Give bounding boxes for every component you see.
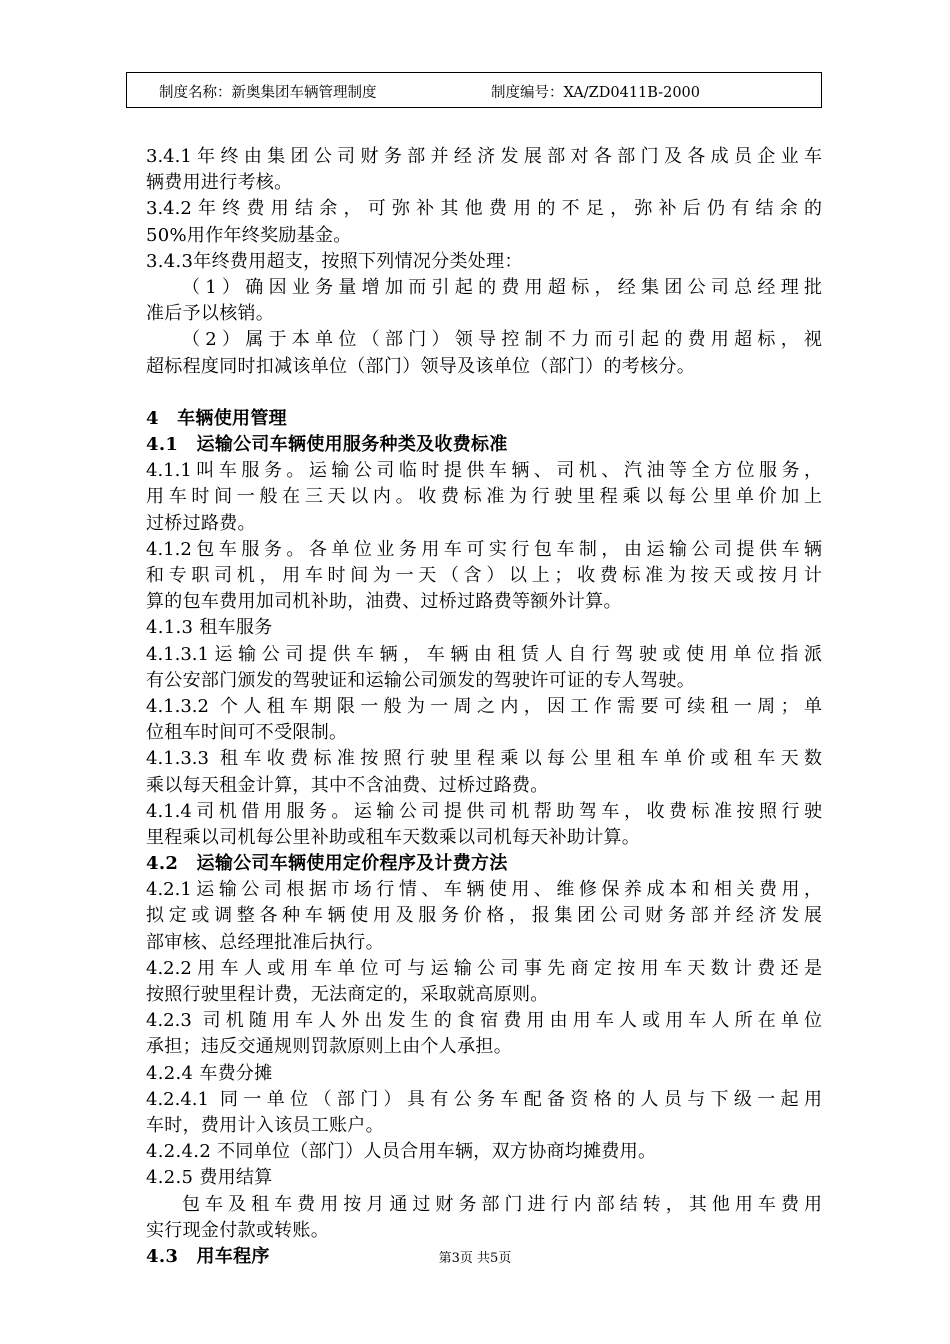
text-line: 4.1.3.1运输公司提供车辆，车辆由租赁人自行驾驶或使用单位指派 — [146, 643, 822, 665]
text-line: 4.2.1运输公司根据市场行情、车辆使用、维修保养成本和相关费用， — [146, 879, 822, 901]
text-line: 4.1.3 租车服务 — [146, 617, 273, 639]
text-line: （1）确因业务量增加而引起的费用超标，经集团公司总经理批 — [182, 276, 822, 298]
text-line: 4.2.3 司机随用车人外出发生的食宿费用由用车人或用车人所在单位 — [146, 1010, 822, 1032]
text-line: 准后予以核销。 — [146, 303, 275, 325]
text-line: 4.2.4 车费分摊 — [146, 1062, 273, 1084]
text-line: （2）属于本单位（部门）领导控制不力而引起的费用超标，视 — [182, 329, 822, 351]
text-line: 4.2.5 费用结算 — [146, 1167, 273, 1189]
text-line: 辆费用进行考核。 — [146, 172, 293, 194]
text-line: 拟定或调整各种车辆使用及服务价格，报集团公司财务部并经济发展 — [146, 905, 822, 927]
text-line: 有公安部门颁发的驾驶证和运输公司颁发的驾驶许可证的专人驾驶。 — [146, 669, 695, 691]
text-line: 承担；违反交通规则罚款原则上由个人承担。 — [146, 1036, 512, 1058]
section-heading: 4.3 用车程序 — [146, 1245, 270, 1267]
section-heading: 4.1 运输公司车辆使用服务种类及收费标准 — [146, 434, 508, 456]
text-line: 4.1.2包车服务。各单位业务用车可实行包车制，由运输公司提供车辆 — [146, 538, 822, 560]
text-line: 4.1.1叫车服务。运输公司临时提供车辆、司机、汽油等全方位服务， — [146, 460, 822, 482]
blank-line — [146, 380, 822, 406]
text-line: 4.1.4司机借用服务。运输公司提供司机帮助驾车，收费标准按照行驶 — [146, 800, 822, 822]
text-line: 超标程度同时扣减该单位（部门）领导及该单位（部门）的考核分。 — [146, 355, 695, 377]
text-line: 3.4.2年终费用结余，可弥补其他费用的不足，弥补后仍有结余的 — [146, 198, 822, 220]
text-line: 里程乘以司机每公里补助或租车天数乘以司机每天补助计算。 — [146, 826, 641, 848]
text-line: 算的包车费用加司机补助，油费、过桥过路费等额外计算。 — [146, 591, 622, 613]
text-line: 4.2.4.2 不同单位（部门）人员合用车辆，双方协商均摊费用。 — [146, 1141, 657, 1163]
text-line: 3.4.1年终由集团公司财务部并经济发展部对各部门及各成员企业车 — [146, 146, 822, 167]
text-line: 乘以每天租金计算，其中不含油费、过桥过路费。 — [146, 774, 549, 796]
document-body — [146, 144, 822, 1270]
page-number: 第3页 共5页 — [438, 1251, 512, 1266]
text-line: 过桥过路费。 — [146, 512, 256, 534]
text-line: 位租车时间可不受限制。 — [146, 722, 348, 744]
text-line: 4.2.2用车人或用车单位可与运输公司事先商定按用车天数计费还是 — [146, 957, 822, 979]
text-line: 部审核、总经理批准后执行。 — [146, 931, 384, 953]
section-heading: 4.2 运输公司车辆使用定价程序及计费方法 — [146, 853, 508, 875]
document-header — [126, 72, 822, 108]
text-line: 实行现金付款或转账。 — [146, 1219, 329, 1241]
text-line: 4.1.3.2 个人租车期限一般为一周之内，因工作需要可续租一周；单 — [146, 695, 822, 717]
text-line: 4.2.4.1 同一单位（部门）具有公务车配备资格的人员与下级一起用 — [146, 1088, 822, 1110]
regulation-code: 制度编号：XA/ZD0411B-2000 — [491, 85, 700, 101]
text-line: 按照行驶里程计费，无法商定的，采取就高原则。 — [146, 984, 549, 1005]
text-line: 包车及租车费用按月通过财务部门进行内部结转，其他用车费用 — [182, 1193, 822, 1215]
text-line: 50%用作年终奖励基金。 — [146, 224, 352, 246]
text-line: 3.4.3年终费用超支，按照下列情况分类处理： — [146, 250, 523, 272]
section-heading: 4 车辆使用管理 — [146, 407, 287, 429]
text-line: 和专职司机，用车时间为一天（含）以上；收费标准为按天或按月计 — [146, 565, 822, 586]
regulation-name: 制度名称：新奥集团车辆管理制度 — [159, 85, 377, 101]
text-line: 4.1.3.3 租车收费标准按照行驶里程乘以每公里租车单价或租车天数 — [146, 748, 822, 770]
text-line: 车时，费用计入该员工账户。 — [146, 1114, 384, 1136]
text-line: 用车时间一般在三天以内。收费标准为行驶里程乘以每公里单价加上 — [146, 486, 822, 508]
